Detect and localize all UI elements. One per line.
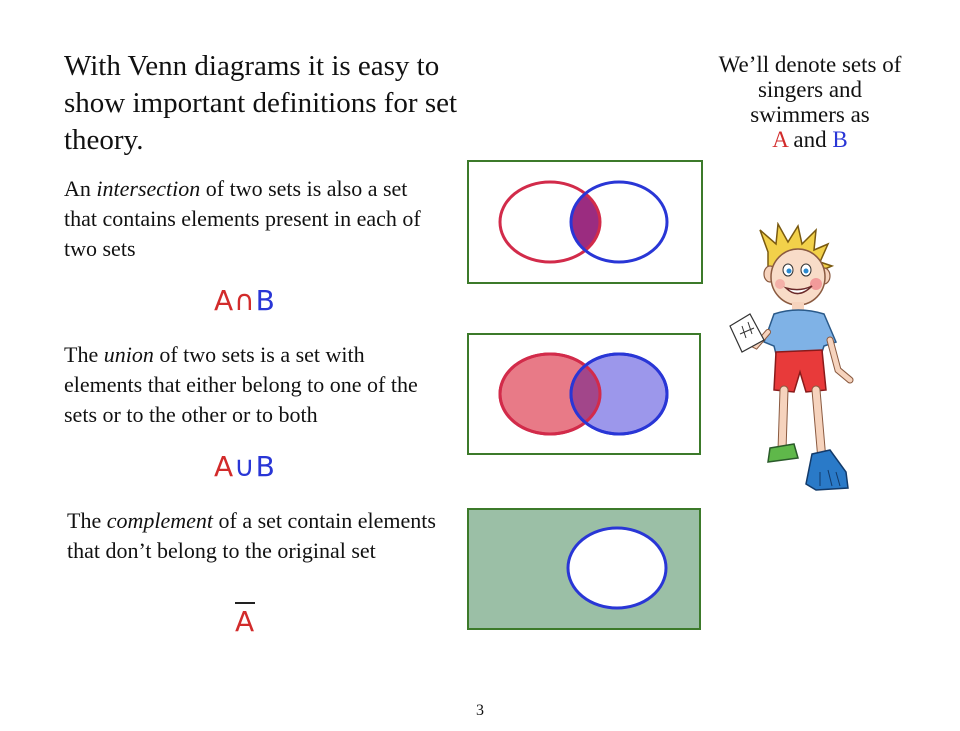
set-a-empty-circle (568, 528, 666, 608)
complement-term: complement (106, 508, 213, 533)
complement-set-a: A (235, 602, 255, 638)
intersection-text-before: An (64, 176, 97, 201)
cartoon-boy-illustration (728, 222, 878, 502)
page-number: 3 (476, 702, 484, 719)
note-set-b: B (832, 127, 848, 152)
union-venn-diagram (467, 333, 701, 455)
union-set-a: A (214, 450, 235, 483)
union-text-before: The (64, 342, 104, 367)
union-set-b: B (255, 450, 276, 483)
set-notation-note (712, 52, 908, 152)
union-definition (64, 340, 444, 430)
intersection-definition (64, 174, 444, 264)
intersection-set-b: B (255, 284, 276, 317)
intersection-notation (214, 284, 276, 317)
boy-icon (728, 222, 878, 497)
intersection-venn-svg (469, 162, 701, 282)
note-set-a: A (772, 127, 788, 152)
note-connector: and (793, 127, 827, 152)
union-term: union (103, 342, 154, 367)
intersection-venn-diagram (467, 160, 703, 284)
complement-venn-svg (469, 510, 699, 628)
page-title: With Venn diagrams it is easy to show important definitions for set theory. (64, 50, 458, 156)
complement-definition (67, 506, 447, 566)
complement-text-before: The (67, 508, 107, 533)
intersection-set-a: A (214, 284, 235, 317)
complement-text-after: of a set contain elements that don’t belong to the original set (67, 508, 436, 563)
union-operator: ∪ (234, 450, 256, 483)
note-text: We’ll denote sets of singers and swimmers as (718, 52, 902, 127)
union-venn-svg (469, 335, 699, 453)
complement-notation (235, 602, 255, 638)
union-text-after: of two sets is a set with elements that either belong to one of the sets or to the other or to both (64, 342, 418, 427)
intersection-text-after: of two sets is also a set that contains elements present in each of two sets (64, 176, 421, 261)
union-notation (214, 450, 276, 483)
intersection-operator: ∩ (234, 284, 256, 317)
intersection-term: intersection (96, 176, 201, 201)
complement-venn-diagram (467, 508, 701, 630)
